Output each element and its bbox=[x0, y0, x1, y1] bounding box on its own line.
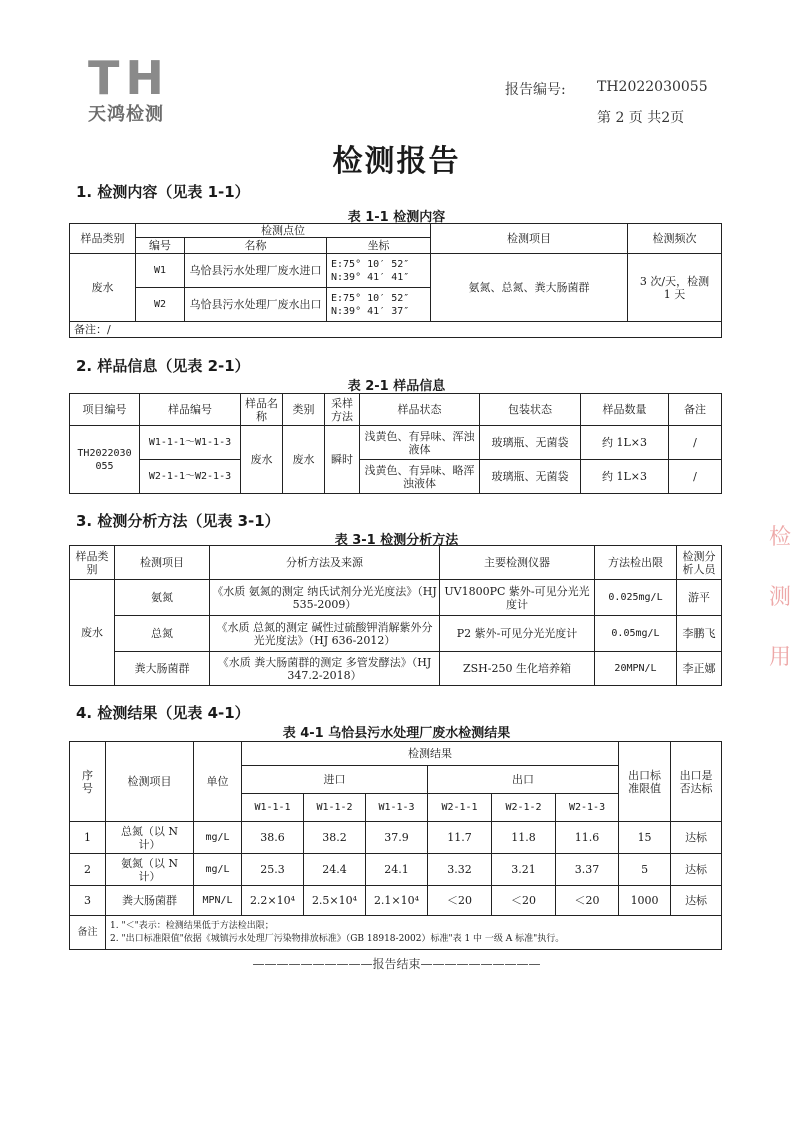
t3-header: 方法检出限 bbox=[595, 546, 677, 580]
t4-header-item: 检测项目 bbox=[106, 742, 194, 822]
t4-value: 11.8 bbox=[492, 822, 556, 854]
t3-header: 检测分析人员 bbox=[677, 546, 722, 580]
t2-sampling-method: 瞬时 bbox=[325, 426, 360, 494]
t4-col-header: W2-1-2 bbox=[492, 794, 556, 822]
t2-note: / bbox=[669, 460, 722, 494]
t3-header: 样品类别 bbox=[70, 546, 115, 580]
t3-limit: 20MPN/L bbox=[595, 652, 677, 686]
t4-note-2: 2. "出口标准限值"依据《城镇污水处理厂污染物排放标准》（GB 18918-2002）标准"表 1 中 一级 A 标准"执行。 bbox=[110, 933, 565, 944]
t4-row-unit: mg/L bbox=[194, 822, 242, 854]
t4-ok: 达标 bbox=[671, 886, 722, 916]
t1-row-n: N:39° 41′ 41″ bbox=[331, 271, 410, 283]
t1-row-coord bbox=[327, 254, 431, 288]
report-end: ——————————报告结束—————————— bbox=[252, 957, 541, 971]
t4-value: 3.32 bbox=[428, 854, 492, 886]
t3-method: 《水质 总氮的测定 碱性过硫酸钾消解紫外分光光度法》（HJ 636-2012） bbox=[210, 616, 440, 652]
t4-row-no: 1 bbox=[70, 822, 106, 854]
t1-row-name: 乌恰县污水处理厂废水进口 bbox=[185, 254, 327, 288]
t2-sample-state: 浅黄色、有异味、略浑浊液体 bbox=[360, 460, 480, 494]
t4-header-inlet: 进口 bbox=[242, 766, 428, 794]
t4-limit: 15 bbox=[619, 822, 671, 854]
t3-header: 主要检测仪器 bbox=[440, 546, 595, 580]
table-4-caption: 表 4-1 乌恰县污水处理厂废水检测结果 bbox=[282, 726, 511, 741]
table-detection-content bbox=[69, 223, 722, 338]
t1-header-item: 检测项目 bbox=[431, 224, 628, 254]
t2-header: 备注 bbox=[669, 394, 722, 426]
t4-limit: 1000 bbox=[619, 886, 671, 916]
t4-header-ok: 出口是否达标 bbox=[671, 742, 722, 822]
t4-value: 24.4 bbox=[304, 854, 366, 886]
table-3-caption: 表 3-1 检测分析方法 bbox=[334, 533, 459, 548]
t3-header: 检测项目 bbox=[115, 546, 210, 580]
t4-header-no: 序号 bbox=[70, 742, 106, 822]
seal-stamp-fragment: 检 测 用 bbox=[768, 525, 791, 670]
section-3-heading: 3. 检测分析方法（见表 3-1） bbox=[76, 512, 280, 530]
t1-row-e: E:75° 10′ 52″ bbox=[331, 258, 410, 270]
report-no: TH2022030055 bbox=[597, 79, 708, 95]
t2-sample-name: 废水 bbox=[241, 426, 283, 494]
t2-header: 样品名称 bbox=[241, 394, 283, 426]
t4-col-header: W1-1-2 bbox=[304, 794, 366, 822]
t3-instrument: UV1800PC 紫外-可见分光光度计 bbox=[440, 580, 595, 616]
section-1-heading: 1. 检测内容（见表 1-1） bbox=[76, 183, 250, 201]
t4-limit: 5 bbox=[619, 854, 671, 886]
t4-value: 38.2 bbox=[304, 822, 366, 854]
t2-category: 废水 bbox=[283, 426, 325, 494]
t4-value: ＜20 bbox=[492, 886, 556, 916]
t4-row-item: 粪大肠菌群 bbox=[106, 886, 194, 916]
t4-header-outlet: 出口 bbox=[428, 766, 619, 794]
t2-pack-state: 玻璃瓶、无菌袋 bbox=[480, 426, 581, 460]
t4-value: 2.2×10⁴ bbox=[242, 886, 304, 916]
t4-row-no: 2 bbox=[70, 854, 106, 886]
logo-letters: TH bbox=[88, 51, 170, 105]
t1-note: 备注：/ bbox=[70, 322, 722, 338]
section-4-heading: 4. 检测结果（见表 4-1） bbox=[76, 704, 250, 722]
t4-col-header: W2-1-1 bbox=[428, 794, 492, 822]
t1-row-name: 乌恰县污水处理厂废水出口 bbox=[185, 288, 327, 322]
t4-row-no: 3 bbox=[70, 886, 106, 916]
t2-header: 样品编号 bbox=[140, 394, 241, 426]
t4-value: 25.3 bbox=[242, 854, 304, 886]
t4-header-unit: 单位 bbox=[194, 742, 242, 822]
t4-value: ＜20 bbox=[556, 886, 619, 916]
t4-col-header: W1-1-3 bbox=[366, 794, 428, 822]
t4-ok: 达标 bbox=[671, 822, 722, 854]
t1-row-n: N:39° 41′ 37″ bbox=[331, 305, 410, 317]
t1-header-freq: 检测频次 bbox=[628, 224, 722, 254]
t2-sample-no: W2-1-1～W2-1-3 bbox=[140, 460, 241, 494]
t4-value: 3.21 bbox=[492, 854, 556, 886]
t4-header-result: 检测结果 bbox=[242, 742, 619, 766]
t4-value: 11.7 bbox=[428, 822, 492, 854]
t1-header-name: 名称 bbox=[185, 238, 327, 254]
t3-item: 总氮 bbox=[115, 616, 210, 652]
table-results bbox=[69, 741, 722, 950]
page-info: 第 2 页 共2页 bbox=[597, 110, 685, 126]
t3-person: 李鹏飞 bbox=[677, 616, 722, 652]
t4-row-unit: MPN/L bbox=[194, 886, 242, 916]
t4-col-header: W1-1-1 bbox=[242, 794, 304, 822]
t4-value: 37.9 bbox=[366, 822, 428, 854]
t4-header-limit: 出口标准限值 bbox=[619, 742, 671, 822]
t2-sample-no: W1-1-1～W1-1-3 bbox=[140, 426, 241, 460]
t4-notes bbox=[106, 916, 722, 950]
report-no-label: 报告编号: bbox=[505, 82, 566, 98]
t1-header-type: 样品类别 bbox=[70, 224, 136, 254]
t2-header: 包装状态 bbox=[480, 394, 581, 426]
t1-row-no: W2 bbox=[136, 288, 185, 322]
t2-sample-state: 浅黄色、有异味、浑浊液体 bbox=[360, 426, 480, 460]
t2-note: / bbox=[669, 426, 722, 460]
t3-limit: 0.025mg/L bbox=[595, 580, 677, 616]
t1-detection-items: 氨氮、总氮、粪大肠菌群 bbox=[431, 254, 628, 322]
t2-header: 样品状态 bbox=[360, 394, 480, 426]
t2-header: 样品数量 bbox=[581, 394, 669, 426]
t4-row-unit: mg/L bbox=[194, 854, 242, 886]
t2-header: 项目编号 bbox=[70, 394, 140, 426]
t4-row-item: 总氮（以 N 计） bbox=[106, 822, 194, 854]
table-2-caption: 表 2-1 样品信息 bbox=[347, 379, 446, 394]
t1-header-point: 检测点位 bbox=[136, 224, 431, 238]
t2-pack-state: 玻璃瓶、无菌袋 bbox=[480, 460, 581, 494]
t4-value: ＜20 bbox=[428, 886, 492, 916]
t2-qty: 约 1L×3 bbox=[581, 460, 669, 494]
t3-method: 《水质 氨氮的测定 纳氏试剂分光光度法》（HJ 535-2009） bbox=[210, 580, 440, 616]
t1-row-coord bbox=[327, 288, 431, 322]
table-sample-info bbox=[69, 393, 722, 494]
t3-header: 分析方法及来源 bbox=[210, 546, 440, 580]
table-analysis-methods bbox=[69, 545, 722, 686]
table-1-caption: 表 1-1 检测内容 bbox=[347, 210, 446, 225]
t4-ok: 达标 bbox=[671, 854, 722, 886]
logo-name: 天鸿检测 bbox=[88, 104, 164, 125]
t4-value: 38.6 bbox=[242, 822, 304, 854]
section-2-heading: 2. 样品信息（见表 2-1） bbox=[76, 357, 250, 375]
t3-method: 《水质 粪大肠菌群的测定 多管发酵法》（HJ 347.2-2018） bbox=[210, 652, 440, 686]
t2-project-no: TH2022030055 bbox=[70, 426, 140, 494]
t4-value: 24.1 bbox=[366, 854, 428, 886]
t2-qty: 约 1L×3 bbox=[581, 426, 669, 460]
t3-instrument: P2 紫外-可见分光光度计 bbox=[440, 616, 595, 652]
t2-header: 采样方法 bbox=[325, 394, 360, 426]
t2-header: 类别 bbox=[283, 394, 325, 426]
t3-item: 粪大肠菌群 bbox=[115, 652, 210, 686]
t3-limit: 0.05mg/L bbox=[595, 616, 677, 652]
t1-row-e: E:75° 10′ 52″ bbox=[331, 292, 410, 304]
t1-header-coord: 坐标 bbox=[327, 238, 431, 254]
t1-header-no: 编号 bbox=[136, 238, 185, 254]
t3-item: 氨氮 bbox=[115, 580, 210, 616]
t3-person: 游平 bbox=[677, 580, 722, 616]
page-title: 检测报告 bbox=[332, 144, 461, 179]
t3-sample-type: 废水 bbox=[70, 580, 115, 686]
t3-instrument: ZSH-250 生化培养箱 bbox=[440, 652, 595, 686]
t1-row-no: W1 bbox=[136, 254, 185, 288]
t4-value: 11.6 bbox=[556, 822, 619, 854]
t1-sample-type: 废水 bbox=[70, 254, 136, 322]
t4-col-header: W2-1-3 bbox=[556, 794, 619, 822]
t3-person: 李正娜 bbox=[677, 652, 722, 686]
t4-note-label: 备注 bbox=[70, 916, 106, 950]
t4-row-item: 氨氮（以 N 计） bbox=[106, 854, 194, 886]
t4-note-1: 1. "＜"表示：检测结果低于方法检出限； bbox=[110, 920, 274, 931]
t4-value: 2.5×10⁴ bbox=[304, 886, 366, 916]
t4-value: 3.37 bbox=[556, 854, 619, 886]
t4-value: 2.1×10⁴ bbox=[366, 886, 428, 916]
t1-frequency: 3 次/天，检测 1 天 bbox=[628, 254, 722, 322]
